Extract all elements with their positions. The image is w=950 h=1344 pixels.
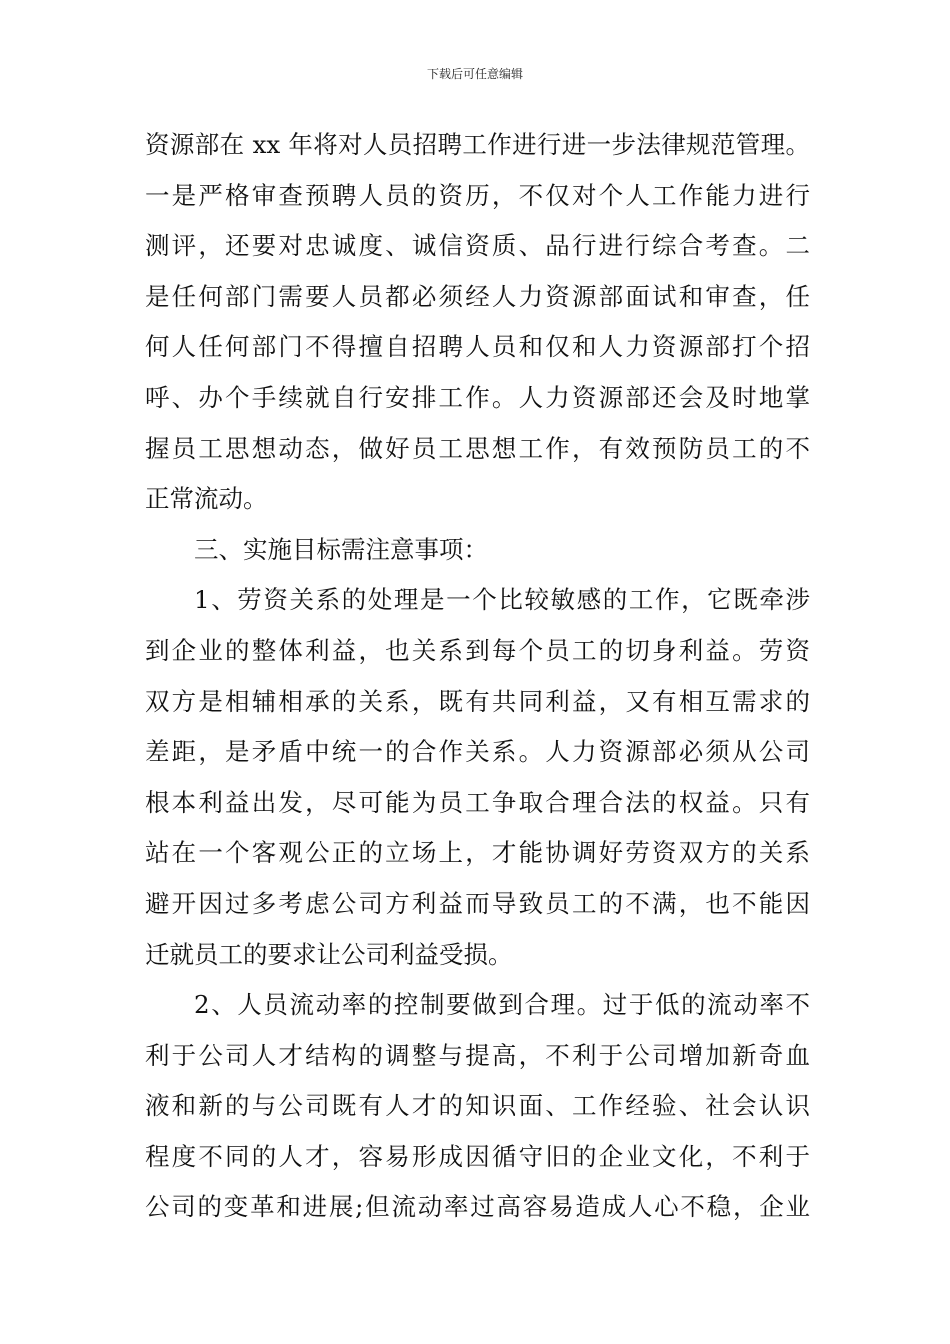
- text-line: 呼、办个手续就自行安排工作。人力资源部还会及时地掌: [145, 382, 810, 412]
- page-header-note: 下载后可任意编辑: [426, 67, 523, 81]
- text-line: 三、实施目标需注意事项：: [194, 534, 488, 564]
- text-line: 2、人员流动率的控制要做到合理。过于低的流动率不: [194, 990, 810, 1020]
- text-line: 液和新的与公司既有人才的知识面、工作经验、社会认识: [145, 1091, 810, 1121]
- text-line: 双方是相辅相承的关系，既有共同利益，又有相互需求的: [145, 686, 810, 716]
- text-line: 一是严格审查预聘人员的资历，不仅对个人工作能力进行: [145, 180, 810, 210]
- text-line: 站在一个客观公正的立场上，才能协调好劳资双方的关系: [145, 838, 810, 868]
- text-line: 程度不同的人才，容易形成因循守旧的企业文化，不利于: [145, 1141, 810, 1171]
- text-line: 资源部在 xx 年将对人员招聘工作进行进一步法律规范管理。: [145, 130, 810, 159]
- text-line: 正常流动。: [145, 484, 268, 514]
- text-line: 利于公司人才结构的调整与提高，不利于公司增加新奇血: [145, 1040, 810, 1070]
- text-line: 迁就员工的要求让公司利益受损。: [145, 939, 513, 969]
- text-line: 到企业的整体利益，也关系到每个员工的切身利益。劳资: [145, 635, 810, 665]
- text-line: 何人任何部门不得擅自招聘人员和仅和人力资源部打个招: [145, 332, 810, 362]
- text-line: 避开因过多考虑公司方利益而导致员工的不满，也不能因: [145, 888, 810, 918]
- text-line: 测评，还要对忠诚度、诚信资质、品行进行综合考查。二: [145, 231, 810, 261]
- text-line: 1、劳资关系的处理是一个比较敏感的工作，它既牵涉: [194, 585, 810, 615]
- text-line: 握员工思想动态，做好员工思想工作，有效预防员工的不: [145, 433, 810, 463]
- text-line: 差距，是矛盾中统一的合作关系。人力资源部必须从公司: [145, 737, 810, 767]
- text-line: 根本利益出发，尽可能为员工争取合理合法的权益。只有: [145, 787, 810, 817]
- text-line: 公司的变革和进展;但流动率过高容易造成人心不稳，企业: [145, 1192, 810, 1222]
- document-body: [145, 120, 810, 1233]
- text-line: 是任何部门需要人员都必须经人力资源部面试和审查，任: [145, 281, 810, 311]
